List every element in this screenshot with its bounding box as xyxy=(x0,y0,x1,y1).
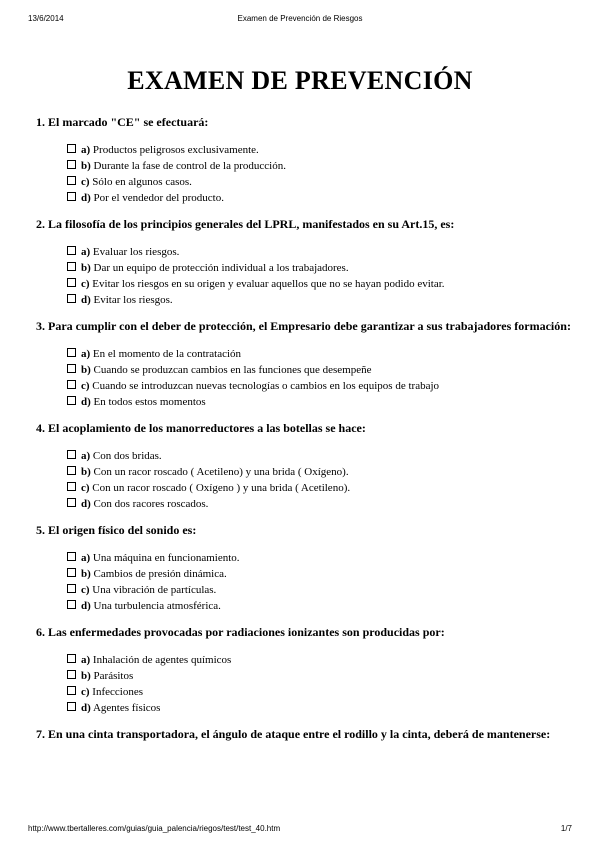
option-item[interactable] xyxy=(67,448,576,464)
option-list xyxy=(67,448,576,512)
option-item[interactable] xyxy=(67,700,576,716)
page-number: 1/7 xyxy=(560,824,572,833)
option-item[interactable] xyxy=(67,684,576,700)
option-letter: b) xyxy=(81,262,91,274)
option-text: Durante la fase de control de la producción. xyxy=(93,160,286,172)
option-item[interactable] xyxy=(67,394,576,410)
option-letter: b) xyxy=(81,568,91,580)
option-text: Una vibración de partículas. xyxy=(92,584,217,596)
option-checkbox[interactable] xyxy=(67,380,76,389)
option-letter: c) xyxy=(81,278,90,290)
option-item[interactable] xyxy=(67,464,576,480)
option-item[interactable] xyxy=(67,158,576,174)
option-letter: c) xyxy=(81,584,90,596)
option-list xyxy=(67,652,576,716)
page-title: EXAMEN DE PREVENCIÓN xyxy=(127,66,473,95)
option-letter: d) xyxy=(81,294,91,306)
option-checkbox[interactable] xyxy=(67,600,76,609)
option-checkbox[interactable] xyxy=(67,364,76,373)
option-letter: a) xyxy=(81,144,91,156)
option-text: En todos estos momentos xyxy=(93,396,206,408)
option-checkbox[interactable] xyxy=(67,262,76,271)
option-text: Sólo en algunos casos. xyxy=(92,176,192,188)
option-text: Parásitos xyxy=(93,670,134,682)
option-item[interactable] xyxy=(67,362,576,378)
print-date: 13/6/2014 xyxy=(28,14,64,23)
print-footer xyxy=(0,824,600,836)
option-checkbox[interactable] xyxy=(67,552,76,561)
option-letter: c) xyxy=(81,482,90,494)
option-list xyxy=(67,550,576,614)
option-letter: d) xyxy=(81,498,91,510)
option-letter: a) xyxy=(81,654,91,666)
option-letter: a) xyxy=(81,552,91,564)
option-text: Cuando se produzcan cambios en las funciones que desempeñe xyxy=(93,364,372,376)
option-text: Por el vendedor del producto. xyxy=(93,192,224,204)
print-header xyxy=(0,14,600,26)
question-list xyxy=(36,114,576,754)
option-checkbox[interactable] xyxy=(67,396,76,405)
option-letter: a) xyxy=(81,246,91,258)
option-item[interactable] xyxy=(67,346,576,362)
option-letter: d) xyxy=(81,396,91,408)
question-3 xyxy=(36,318,576,410)
option-item[interactable] xyxy=(67,292,576,308)
option-letter: c) xyxy=(81,380,90,392)
option-list xyxy=(67,142,576,206)
option-letter: b) xyxy=(81,160,91,172)
option-item[interactable] xyxy=(67,582,576,598)
option-checkbox[interactable] xyxy=(67,670,76,679)
option-checkbox[interactable] xyxy=(67,482,76,491)
option-item[interactable] xyxy=(67,496,576,512)
question-4 xyxy=(36,420,576,512)
option-letter: d) xyxy=(81,600,91,612)
option-letter: a) xyxy=(81,348,91,360)
option-text: Una turbulencia atmosférica. xyxy=(93,600,221,612)
option-text: Dar un equipo de protección individual a los trabajadores. xyxy=(93,262,349,274)
option-checkbox[interactable] xyxy=(67,584,76,593)
option-letter: c) xyxy=(81,176,90,188)
option-letter: b) xyxy=(81,466,91,478)
option-item[interactable] xyxy=(67,378,576,394)
option-item[interactable] xyxy=(67,598,576,614)
option-text: Una máquina en funcionamiento. xyxy=(92,552,240,564)
option-text: Con un racor roscado ( Acetileno) y una brida ( Oxígeno). xyxy=(93,466,349,478)
question-text: 6. Las enfermedades provocadas por radiaciones ionizantes son producidas por: xyxy=(36,625,445,639)
option-checkbox[interactable] xyxy=(67,654,76,663)
option-checkbox[interactable] xyxy=(67,466,76,475)
option-checkbox[interactable] xyxy=(67,192,76,201)
option-text: Evitar los riesgos en su origen y evaluar aquellos que no se hayan podido evitar. xyxy=(92,278,445,290)
option-list xyxy=(67,346,576,410)
question-2 xyxy=(36,216,576,308)
question-text: 4. El acoplamiento de los manorreductores a las botellas se hace: xyxy=(36,421,366,435)
option-item[interactable] xyxy=(67,550,576,566)
option-item[interactable] xyxy=(67,244,576,260)
question-1 xyxy=(36,114,576,206)
option-item[interactable] xyxy=(67,174,576,190)
option-item[interactable] xyxy=(67,260,576,276)
option-text: Infecciones xyxy=(92,686,143,698)
option-checkbox[interactable] xyxy=(67,176,76,185)
option-item[interactable] xyxy=(67,190,576,206)
option-text: Agentes físicos xyxy=(92,702,161,714)
option-text: Productos peligrosos exclusivamente. xyxy=(92,144,259,156)
option-checkbox[interactable] xyxy=(67,348,76,357)
option-list xyxy=(67,244,576,308)
question-text: 5. El origen físico del sonido es: xyxy=(36,523,197,537)
question-text: 2. La filosofía de los principios generales del LPRL, manifestados en su Art.15, es: xyxy=(36,217,455,231)
option-checkbox[interactable] xyxy=(67,568,76,577)
option-letter: d) xyxy=(81,192,91,204)
option-letter: b) xyxy=(81,364,91,376)
option-text: En el momento de la contratación xyxy=(92,348,242,360)
option-text: Inhalación de agentes químicos xyxy=(92,654,232,666)
option-checkbox[interactable] xyxy=(67,294,76,303)
question-6 xyxy=(36,624,576,716)
option-letter: d) xyxy=(81,702,91,714)
option-text: Evitar los riesgos. xyxy=(93,294,173,306)
question-5 xyxy=(36,522,576,614)
option-text: Cuando se introduzcan nuevas tecnologías o cambios en los equipos de trabajo xyxy=(92,380,440,392)
option-item[interactable] xyxy=(67,566,576,582)
print-page-title: Examen de Prevención de Riesgos xyxy=(237,14,363,23)
option-item[interactable] xyxy=(67,276,576,292)
page-url: http://www.tbertalleres.com/guias/guia_palencia/riegos/test/test_40.htm xyxy=(28,824,281,833)
option-text: Cambios de presión dinámica. xyxy=(93,568,227,580)
option-checkbox[interactable] xyxy=(67,160,76,169)
option-text: Con dos racores roscados. xyxy=(93,498,209,510)
option-letter: b) xyxy=(81,670,91,682)
option-item[interactable] xyxy=(67,668,576,684)
option-checkbox[interactable] xyxy=(67,702,76,711)
question-text: 1. El marcado "CE" se efectuará: xyxy=(36,115,209,129)
option-checkbox[interactable] xyxy=(67,450,76,459)
option-letter: a) xyxy=(81,450,91,462)
option-checkbox[interactable] xyxy=(67,278,76,287)
question-text: 7. En una cinta transportadora, el ángulo de ataque entre el rodillo y la cinta, deberá de mantenerse: xyxy=(36,727,551,741)
option-text: Con dos bridas. xyxy=(92,450,162,462)
option-item[interactable] xyxy=(67,652,576,668)
option-checkbox[interactable] xyxy=(67,246,76,255)
option-text: Evaluar los riesgos. xyxy=(92,246,180,258)
question-7 xyxy=(36,726,576,743)
option-checkbox[interactable] xyxy=(67,498,76,507)
option-item[interactable] xyxy=(67,480,576,496)
option-letter: c) xyxy=(81,686,90,698)
option-item[interactable] xyxy=(67,142,576,158)
option-checkbox[interactable] xyxy=(67,144,76,153)
question-text: 3. Para cumplir con el deber de protección, el Empresario debe garantizar a sus trabajadores formación: xyxy=(36,319,571,333)
option-checkbox[interactable] xyxy=(67,686,76,695)
option-text: Con un racor roscado ( Oxígeno ) y una brida ( Acetileno). xyxy=(92,482,351,494)
